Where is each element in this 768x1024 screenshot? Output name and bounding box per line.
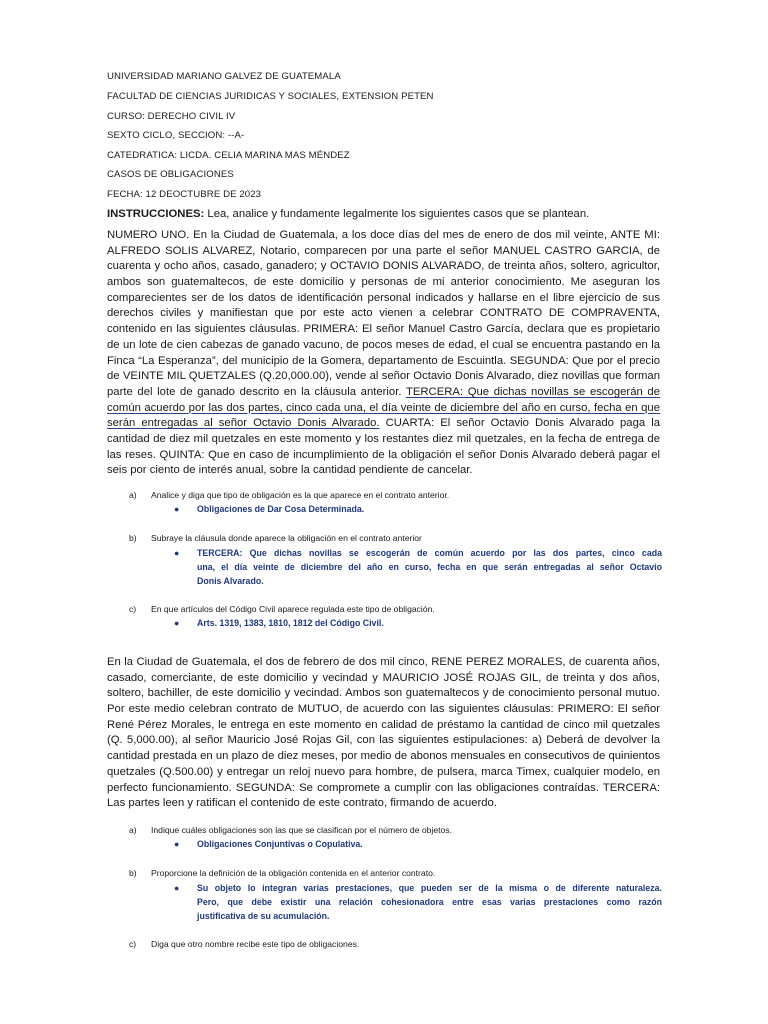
underlined-clause: común acuerdo por las dos partes, cinco cada una, el día veinte de diciembre del año en curso, fecha en que <box>107 401 660 414</box>
answer-c <box>174 616 662 630</box>
answer-b-2 <box>174 881 662 924</box>
case1-line: seis por ciento de interés anual, sobre la cantidad pendiente de cancelar. <box>107 464 473 477</box>
underlined-clause: serán entregadas al señor Octavio Donis Alvarado. <box>107 417 380 430</box>
bullet-icon: ● <box>174 618 180 628</box>
case2-line: Las partes leen y ratifican el contenido de este contrato, firmando de acuerdo. <box>107 797 497 810</box>
answer-line: Arts. 1319, 1383, 1810, 1812 del Código Civil. <box>197 618 384 628</box>
question-a <box>129 490 449 500</box>
case1-line: contenido en las siguientes cláusulas. PRIMERA: El señor Manuel Castro García, declara que es propietario <box>107 323 660 336</box>
header-cycle: SEXTO CICLO, SECCION: --A- <box>107 130 245 141</box>
header-faculty: FACULTAD DE CIENCIAS JURIDICAS Y SOCIALES, EXTENSION PETEN <box>107 91 434 102</box>
answer-line: TERCERA: Que dichas novillas se escogerán de común acuerdo por las dos partes, cinco cada <box>197 548 662 558</box>
header-university: UNIVERSIDAD MARIANO GALVEZ DE GUATEMALA <box>107 71 341 82</box>
answer-line: Obligaciones de Dar Cosa Determinada. <box>197 504 365 514</box>
bullet-icon: ● <box>174 504 180 514</box>
case1-line: cuarenta y ocho años, casado, ganadero; y OCTAVIO DONIS ALVARADO, de treinta años, soltero, agricultor, <box>107 260 660 273</box>
question-marker: b) <box>129 533 137 543</box>
case1-line: ALFREDO SOLIS ALVAREZ, Notario, comparecen por una parte el señor MANUEL CASTRO GARCIA, de <box>107 244 660 257</box>
answer-line: una, el día veinte de diciembre del año en curso, fecha en que serán entregadas al señor Octavio <box>197 562 662 573</box>
case1-line <box>107 416 660 432</box>
answer-line: Pero, que debe existir una relación cohesionadora entre esas varias prestaciones como razón <box>197 897 662 908</box>
case2-line: quetzales (Q.500.00) y entregar un reloj nuevo para hombre, de pulsera, marca Timex, cualquier modelo, en <box>107 765 660 778</box>
case1-line: NUMERO UNO. En la Ciudad de Guatemala, a los doce días del mes de enero de dos mil veinte, ANTE MI: <box>107 229 660 241</box>
case1-paragraph <box>107 228 660 479</box>
answer-a <box>174 502 662 516</box>
header-topic: CASOS DE OBLIGACIONES <box>107 169 234 180</box>
case1-line: derechos civiles y manifiestan que por este acto vienen a celebrar CONTRATO DE COMPRAVENTA, <box>107 307 660 320</box>
question-marker: b) <box>129 868 137 878</box>
case2-line: En la Ciudad de Guatemala, el dos de febrero de dos mil cinco, RENE PEREZ MORALES, de cuarenta años, <box>107 656 660 668</box>
bullet-icon: ● <box>174 839 180 849</box>
question-marker: a) <box>129 825 137 835</box>
case1-line: Finca “La Esperanza”, del municipio de la Gomera, departamento de Escuintla. SEGUNDA: Que por el precio <box>107 354 660 367</box>
question-c-2 <box>129 939 359 949</box>
question-text: Diga que otro nombre recibe este tipo de obligaciones. <box>151 939 360 949</box>
bullet-icon: ● <box>174 548 180 558</box>
question-text: Analice y diga que tipo de obligación es la que aparece en el contrato anterior. <box>151 490 450 500</box>
case1-line: comparecientes ser de los datos de identificación personal indicados y hallarse en el libre ejercicio de sus <box>107 291 660 304</box>
case1-line <box>107 401 660 417</box>
answer-line: Su objeto lo integran varias prestaciones, que pueden ser de la misma o de diferente naturaleza. <box>197 883 662 893</box>
case1-line: de VEINTE MIL QUETZALES (Q.20,000.00), vende al señor Octavio Donis Alvarado, diez novillas que forman <box>107 370 660 383</box>
question-text: Subraye la cláusula donde aparece la obligación en el contrato anterior <box>151 533 422 543</box>
case1-line: de un lote de cien cabezas de ganado vacuno, de pocos meses de edad, el cual se encuentra pastando en la <box>107 338 660 351</box>
case2-paragraph <box>107 655 660 812</box>
header-teacher: CATEDRATICA: LICDA. CELIA MARINA MAS MÉNDEZ <box>107 150 350 161</box>
question-c <box>129 604 435 614</box>
question-text: En que artículos del Código Civil aparece regulada este tipo de obligación. <box>151 604 435 614</box>
case2-line: Por este medio celebran contrato de MUTUO, de acuerdo con las siguientes cláusulas: PRIMERO: El señor <box>107 703 660 716</box>
answer-b <box>174 546 662 589</box>
answer-line: Obligaciones Conjuntivas o Copulativa. <box>197 839 363 849</box>
case2-line: cantidad prestada en un plazo de diez meses, por medio de abonos mensuales en consecutivos de quinientos <box>107 750 660 763</box>
case1-text: parte del lote de ganado descrito en la cláusula anterior. <box>107 385 406 398</box>
case2-line: casado, comerciante, de este domicilio y vecindad y MAURICIO JOSÉ ROJAS GIL, de treinta y dos años, <box>107 671 660 684</box>
instructions-text: Lea, analice y fundamente legalmente los siguientes casos que se plantean. <box>204 208 590 220</box>
case2-line: René Pérez Morales, le entrega en este momento en calidad de préstamo la cantidad de cinco mil quetzales <box>107 718 660 731</box>
case1-line: ambos son guatemaltecos, de este domicilio y personas de mi anterior conocimiento. Me aseguran los <box>107 276 660 289</box>
question-b-2 <box>129 868 435 878</box>
question-marker: c) <box>129 604 137 614</box>
bullet-icon: ● <box>174 883 180 893</box>
case2-line: perfecto funcionamiento. SEGUNDA: Se compromete a cumplir con las obligaciones contraídas. TERCERA: <box>107 781 660 794</box>
underlined-clause: TERCERA: Que dichas novillas se escogerán de <box>405 385 660 398</box>
case1-line: las reses. QUINTA: Que en caso de incumplimiento de la obligación el señor Donis Alvarado deberá pagar el <box>107 448 660 461</box>
question-b <box>129 533 422 543</box>
case1-line: cantidad de diez mil quetzales en este momento y los restantes diez mil quetzales, en la fecha de entrega de <box>107 432 660 445</box>
instructions <box>107 208 589 220</box>
answer-line: justificativa de su acumulación. <box>197 911 330 922</box>
answer-a-2 <box>174 837 662 851</box>
question-text: Proporcione la definición de la obligación contenida en el anterior contrato. <box>151 868 436 878</box>
question-text: Indique cuáles obligaciones son las que se clasifican por el número de objetos. <box>151 825 452 835</box>
case1-text: CUARTA: El señor Octavio Donis Alvarado paga la <box>379 417 660 430</box>
instructions-label: INSTRUCCIONES: <box>107 208 205 220</box>
case2-line: (Q. 5,000.00), al señor Mauricio José Rojas Gil, con las siguientes estipulaciones: a) Deberá de devolver la <box>107 734 660 747</box>
case1-line <box>107 385 660 401</box>
header-course: CURSO: DERECHO CIVIL IV <box>107 111 236 122</box>
case2-line: soltero, bachiller, de este domicilio y vecindad. Ambos son guatemaltecos y de conocimiento personal mutuo. <box>107 687 660 700</box>
question-marker: a) <box>129 490 137 500</box>
question-marker: c) <box>129 939 137 949</box>
question-a-2 <box>129 825 452 835</box>
header-date: FECHA: 12 DEOCTUBRE DE 2023 <box>107 189 262 200</box>
answer-line: Donis Alvarado. <box>197 576 264 587</box>
